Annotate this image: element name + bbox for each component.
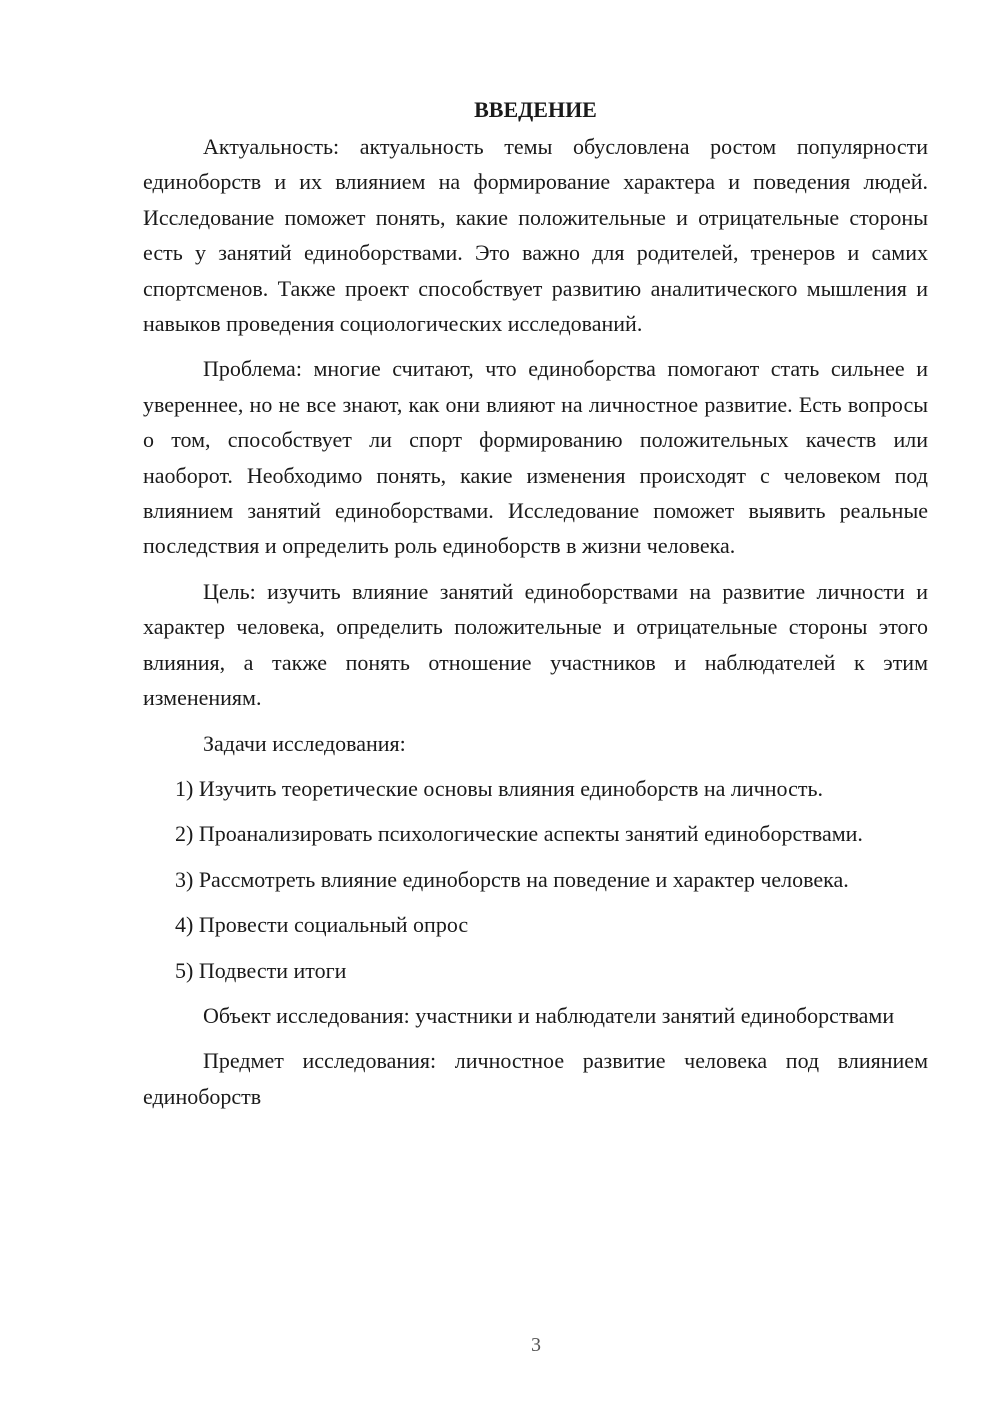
task-item: 1) Изучить теоретические основы влияния единоборств на личность. [175,775,823,801]
document-page [143,92,928,1124]
goal-paragraph: Цель: изучить влияние занятий единоборствами на развитие личности и характер человека, определить положительные и отрицательные стороны этого влияния, а также понять отношение участников и наблюдателей к этим изменениям. [143,578,928,711]
problem-paragraph: Проблема: многие считают, что единоборства помогают стать сильнее и увереннее, но не все знают, как они влияют на личностное развитие. Есть вопросы о том, способствует ли спорт формированию положительных качеств или наоборот. Необходимо понять, какие изменения происходят с человеком под влиянием занятий единоборствами. Исследование поможет выявить реальные последствия и определить роль единоборств в жизни человека. [143,356,928,559]
task-item: 5) Подвести итоги [175,957,347,983]
subject-paragraph: Предмет исследования: личностное развитие человека под влиянием единоборств [143,1048,928,1109]
object-paragraph: Объект исследования: участники и наблюдатели занятий единоборствами [203,1002,895,1028]
page-title: ВВЕДЕНИЕ [474,97,597,122]
task-item: 3) Рассмотреть влияние единоборств на поведение и характер человека. [175,866,849,892]
task-item: 4) Провести социальный опрос [175,912,469,938]
relevance-paragraph: Актуальность: актуальность темы обусловлена ростом популярности единоборств и их влиянием на формирование характера и поведения людей. Исследование поможет понять, какие положительные и отрицательные стороны есть у занятий единоборствами. Это важно для родителей, тренеров и самих спортсменов. Также проект способствует развитию аналитического мышления и навыков проведения социологических исследований. [143,134,928,337]
tasks-heading: Задачи исследования: [203,730,406,756]
page-number: 3 [531,1334,541,1356]
task-item: 2) Проанализировать психологические аспекты занятий единоборствами. [175,821,863,847]
